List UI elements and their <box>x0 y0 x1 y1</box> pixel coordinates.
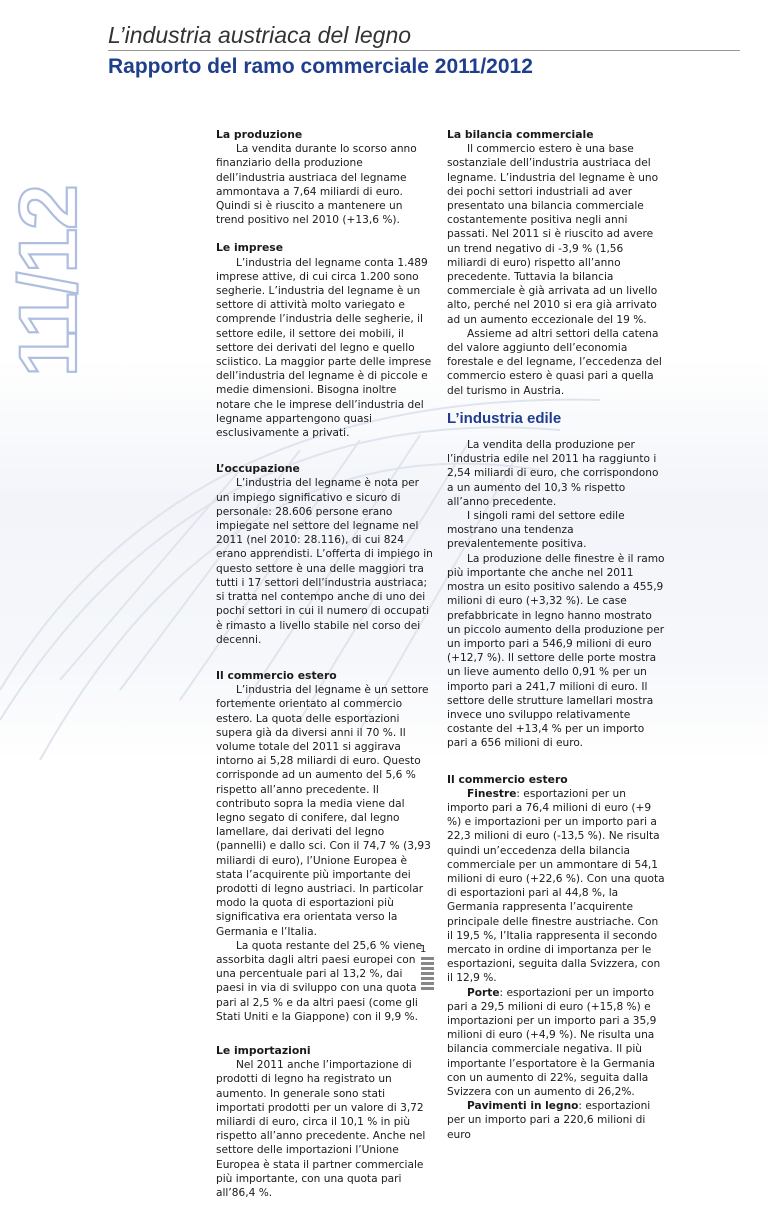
marker-bar <box>421 957 434 960</box>
page-marker-bars <box>421 957 434 992</box>
section-bilancia <box>447 128 665 398</box>
paragraph <box>447 1099 665 1142</box>
section-produzione <box>216 128 434 227</box>
paragraph: I singoli rami del settore edile mostrano una tendenza prevalentemente positiva. <box>447 510 625 551</box>
page-header <box>108 20 740 79</box>
paragraph: L’industria del legname è un settore fortemente orientato al commercio estero. La quota delle esportazioni supera già da diversi anni il 70 %. Il volume totale del 2011 si aggirava intorno ai 5,28 miliardi di euro. Questo corrisponde ad un aumento del 5,6 % rispetto all’anno precedente. Il contributo sopra la media viene dal legno segato di conifere, dal legno lamellare, dai derivati del legno (pannelli) e dallo sci. Con il 74,7 % (3,93 miliardi di euro), l’Unione Europea è stata l’acquirente più importante dei prodotti di legno austriaci. In particolar modo la quota di esportazioni più significativa era orientata verso la Germania e l’Italia. <box>216 684 431 938</box>
year-watermark <box>3 122 94 382</box>
document-title: L’industria austriaca del legno <box>108 22 412 48</box>
lead-text: : esportazioni per un importo pari a 220,6 milioni di euro <box>447 1100 651 1141</box>
lead-term: Pavimenti in legno <box>467 1100 579 1113</box>
marker-bar <box>421 962 434 965</box>
right-column <box>447 128 665 1156</box>
lead-text: : esportazioni per un importo pari a 29,5 milioni di euro (+15,8 %) e importazioni per un importo pari a 35,9 milioni di euro (+4,9 %). Ne risulta una bilancia commerciale negativa. Il più importante l’esportatore è la Germania con un aumento di 22%, seguita dalla Svizzera con un aumento di 26,2%. <box>447 986 657 1098</box>
paragraph <box>447 787 665 986</box>
marker-bar <box>421 982 434 985</box>
section-heading: La bilancia commerciale <box>447 128 594 141</box>
section-importazioni <box>216 1044 434 1200</box>
paragraph: L’industria del legname è nota per un impiego significativo e sicuro di personale: 28.606 persone erano impiegate nel settore del legname nel 2011 (nel 2010: 28.116), di cui 824 erano apprendisti. L’offerta di impiego in questo settore è una delle maggiori tra tutti i 17 settori dell’industria austriaca; si tratta nel contempo anche di uno dei pochi settori in cui il numero di occupati è rimasto a livello stabile nel corso dei decenni. <box>216 477 433 646</box>
paragraph <box>447 986 665 1100</box>
page-number: 1 <box>420 944 427 955</box>
marker-bar <box>421 987 434 990</box>
document-subtitle: Rapporto del ramo commerciale 2011/2012 <box>108 55 533 78</box>
header-rule <box>108 50 740 51</box>
marker-bar <box>421 967 434 970</box>
section-heading: Il commercio estero <box>216 668 337 682</box>
marker-bar <box>421 972 434 975</box>
marker-bar <box>421 977 434 980</box>
section-edile <box>447 438 665 750</box>
section-heading: La produzione <box>216 128 303 141</box>
section-commercio-estero <box>216 669 434 1024</box>
section-imprese <box>216 241 434 440</box>
section-heading: Le importazioni <box>216 1043 311 1057</box>
section-heading: Le imprese <box>216 241 284 255</box>
lead-term: Finestre <box>467 787 517 800</box>
section-occupazione <box>216 462 434 647</box>
paragraph: La vendita della produzione per l’industria edile nel 2011 ha raggiunto i 2,54 miliardi di euro, che corrispondono a un aumento del 10,3 % rispetto all’anno precedente. <box>447 439 659 508</box>
left-column <box>216 128 434 1214</box>
paragraph: La quota restante del 25,6 % viene assorbita dagli altri paesi europei con una percentuale pari al 13,2 %, dai paesi in via di sviluppo con una quota pari al 2,5 % e da altri paesi (come gli Stati Uniti e la Giappone) con il 9,9 %. <box>216 939 423 1023</box>
paragraph: Il commercio estero è una base sostanziale dell’industria austriaca del legname. L’industria del legname è uno dei pochi settori industriali ad aver presentato una bilancia commerciale costantemente positiva negli anni passati. Nel 2011 si è riuscito ad avere un trend negativo di -3,9 % (1,56 miliardi di euro) rispetto all’anno precedente. Tuttavia la bilancia commerciale è già arrivata ad un livello alto, perché nel 2010 si era già arrivato ad un aumento eccezionale del 19 %. <box>447 143 659 326</box>
section-heading: L’occupazione <box>216 462 300 476</box>
paragraph: L’industria del legname conta 1.489 imprese attive, di cui circa 1.200 sono segherie. L’industria del legname è un settore di attività molto variegato e comprende l’industria delle segherie, il settore edile, il settore dei mobili, il settore dei derivati del legno e quello sciistico. La maggior parte delle imprese dell’industria del legname è di piccole e medie dimensioni. Bisogna inoltre notare che le imprese dell’industria del legname appartengono quasi esclusivamente a privati. <box>216 256 432 440</box>
paragraph: La produzione delle finestre è il ramo più importante che anche nel 2011 mostra un esito positivo salendo a 455,9 milioni di euro (+3,32 %). Le case prefabbricate in legno hanno mostrato un piccolo aumento della produzione per un importo pari a 546,9 milioni di euro (+12,7 %). Il settore delle porte mostra un lieve aumento dello 0,91 % per un importo pari a 241,7 milioni di euro. Il settore delle strutture lamellari mostra invece uno sviluppo relativamente costante del +13,4 % per un importo pari a 656 milioni di euro. <box>447 552 665 750</box>
lead-term: Porte <box>467 986 500 999</box>
year-watermark-text: 11/12 <box>3 186 94 377</box>
lead-text: : esportazioni per un importo pari a 76,4 milioni di euro (+9 %) e importazioni per un importo pari a 22,3 milioni di euro (-13,5 %). Ne risulta quindi un’eccedenza della bilancia commerciale per un ammontare di 54,1 milioni di euro (+22,6 %). Con una quota di esportazioni pari al 44,8 %, la Germania rappresenta l’acquirente principale delle finestre austriache. Con il 19,5 %, l’Italia rappresenta il secondo mercato in ordine di importanza per le esportazioni, seguita dalla Svizzera, con il 12,9 %. <box>447 787 665 985</box>
paragraph: La vendita durante lo scorso anno finanziario della produzione dell’industria austriaca del legname ammontava a 7,64 miliardi di euro. Quindi si è riuscito a mantenere un trend positivo nel 2010 (+13,6 %). <box>216 143 417 227</box>
section-edile-commercio-estero <box>447 773 665 1142</box>
section-heading: Il commercio estero <box>447 772 568 786</box>
paragraph: Assieme ad altri settori della catena del valore aggiunto dell’economia forestale e del legname, l’eccedenza del commercio estero è quasi pari a quella del turismo in Austria. <box>447 327 662 397</box>
paragraph: Nel 2011 anche l’importazione di prodotti di legno ha registrato un aumento. In generale sono stati importati prodotti per un valore di 3,72 miliardi di euro, circa il 10,1 % in più rispetto all’anno precedente. Anche nel settore delle importazioni l’Unione Europea è stata il partner commerciale più importante, con una quota pari all’86,4 %. <box>216 1059 426 1200</box>
section-title-edile: L’industria edile <box>447 409 562 427</box>
